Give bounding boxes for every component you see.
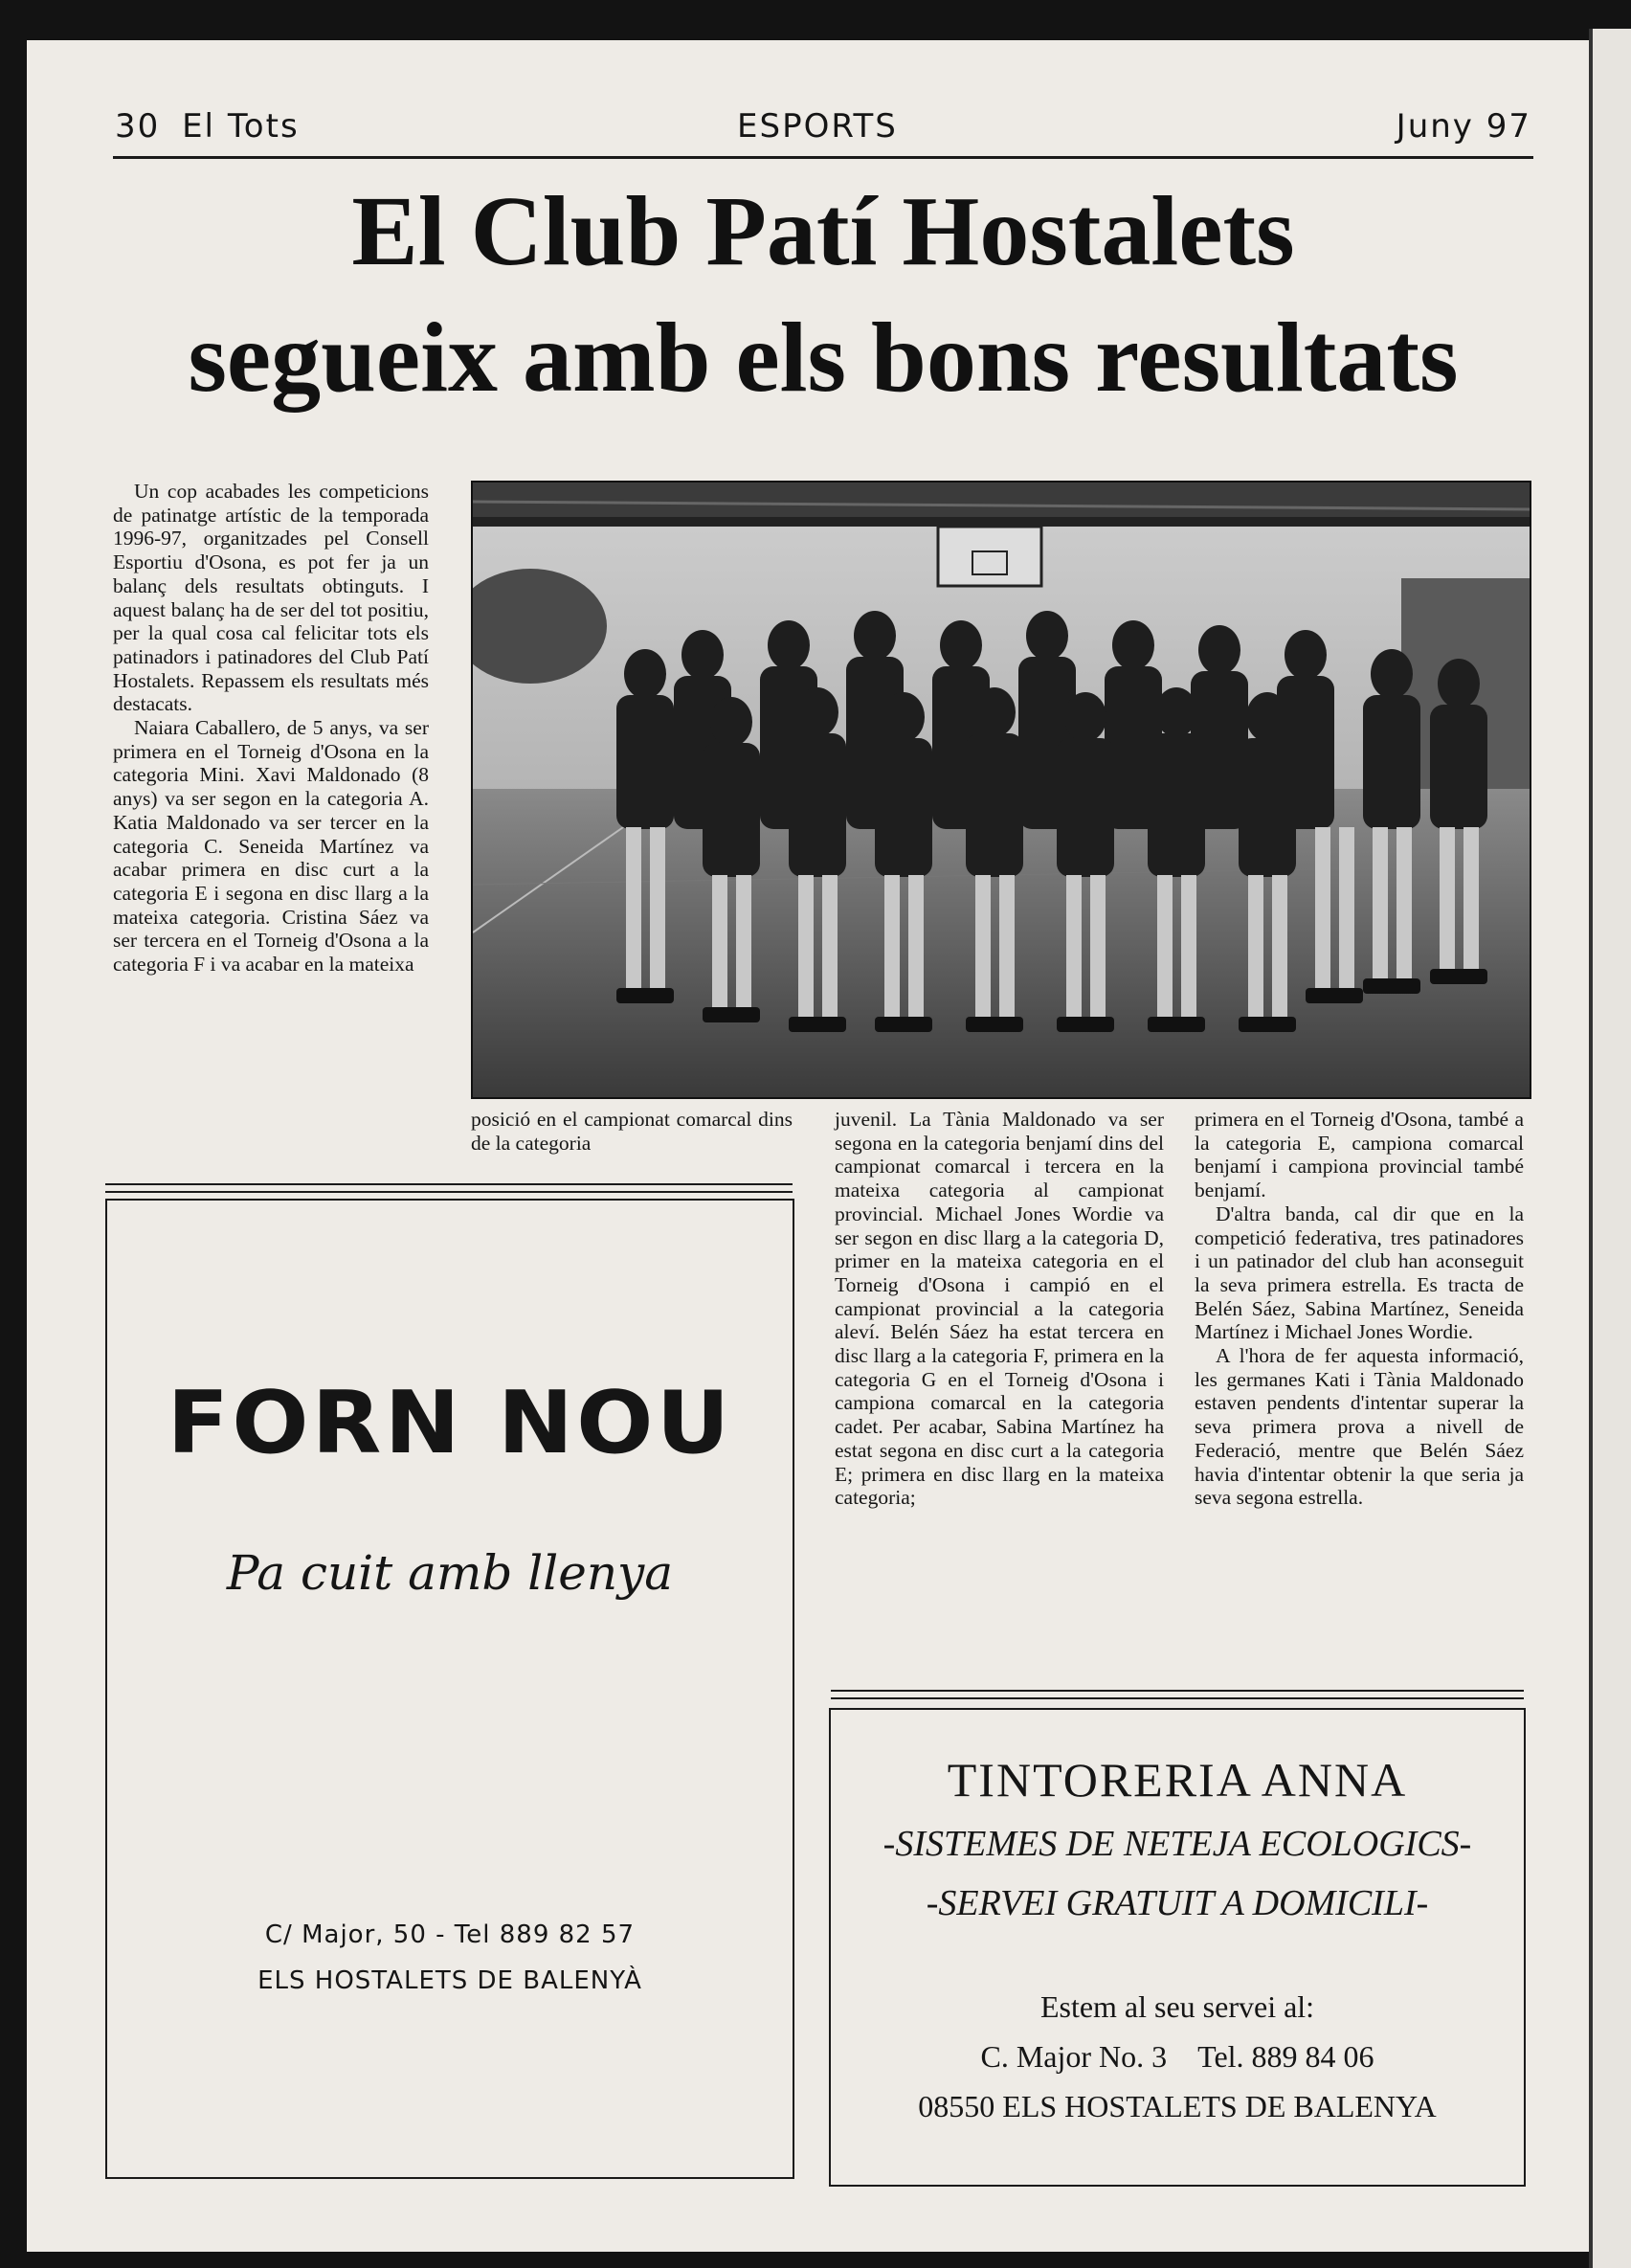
ad-rule-double — [831, 1690, 1524, 1699]
article-paragraph: juvenil. La Tània Maldonado va ser segona en la categoria benjamí dins del campionat comarcal i tercera en la mateixa categoria al campionat provincial. Michael Jones Wordie va ser segon en disc llarg a la categoria D, primer en la mateixa categoria en el Torneig d'Osona i campió en el campionat provincial a la categoria aleví. Belén Sáez ha estat tercera en disc llarg a la categoria F, primera en la categoria G en el Torneig d'Osona i campiona comarcal en la categoria cadet. Per acabar, Sabina Martínez ha estat segona en disc curt a la categoria E; primera en disc llarg en la mateixa categoria; — [835, 1108, 1164, 1510]
article-column-1 — [113, 480, 429, 977]
forn-nou-title: FORN NOU — [167, 1373, 733, 1473]
section-name: ESPORTS — [737, 107, 898, 146]
ad-rule-double — [105, 1183, 793, 1193]
article-column-4 — [1195, 1108, 1524, 1510]
article-paragraph: A l'hora de fer aquesta informació, les germanes Kati i Tània Maldonado estaven pendents d'intentar superar la seva primera prova a nivell de Federació, mentre que Belén Sáez havia d'intentar obtenir la que seria ja seva segona estrella. — [1195, 1344, 1524, 1510]
tintoreria-services-line-2: -SERVEI GRATUIT A DOMICILI- — [926, 1883, 1429, 1923]
article-paragraph: D'altra banda, cal dir que en la competició federativa, tres patinadores i un patinador del club han aconseguit la seva primera estrella. Es tracta de Belén Sáez, Sabina Martínez, Seneida Martínez i Michael Jones Wordie. — [1195, 1201, 1524, 1344]
page-number: 30 — [115, 107, 161, 146]
forn-nou-advertisement — [105, 1199, 794, 2179]
article-paragraph: posició en el campionat comarcal dins de la categoria — [471, 1108, 793, 1155]
header-rule — [113, 156, 1533, 159]
tintoreria-phone: Tel. 889 84 06 — [1197, 2039, 1374, 2074]
forn-nou-address: C/ Major, 50 - Tel 889 82 57 — [264, 1920, 636, 1949]
tintoreria-address: C. Major No. 3 — [980, 2039, 1168, 2074]
tintoreria-town: 08550 ELS HOSTALETS DE BALENYA — [918, 2089, 1437, 2123]
publication-name: El Tots — [182, 107, 300, 146]
forn-nou-town: ELS HOSTALETS DE BALENYÀ — [257, 1966, 642, 1995]
article-paragraph: Un cop acabades les competicions de patinatge artístic de la temporada 1996-97, organitzades pel Consell Esportiu d'Osona, es pot fer ja un balanç dels resultats obtinguts. I aquest balanç ha de ser del tot positiu, per la qual cosa cal felicitar tots els patinadors i patinadores del Club Patí Hostalets. Repassem els resultats més destacats. — [113, 480, 429, 716]
issue-date: Juny 97 — [1396, 107, 1531, 146]
page-header — [115, 107, 1531, 144]
next-page-edge — [1589, 29, 1631, 2268]
article-column-3 — [835, 1108, 1164, 1510]
forn-nou-tagline: Pa cuit amb llenya — [226, 1545, 674, 1601]
team-photo — [471, 481, 1531, 1099]
article-paragraph: primera en el Torneig d'Osona, també a la categoria E, campiona comarcal benjamí i campiona provincial també benjamí. — [1195, 1108, 1524, 1202]
headline-line-1: El Club Patí Hostalets — [351, 176, 1295, 286]
team-photo-image — [473, 483, 1530, 1097]
tintoreria-service-note: Estem al seu servei al: — [1039, 1989, 1315, 2024]
tintoreria-contact-line — [831, 2039, 1524, 2075]
header-page-title — [115, 107, 300, 146]
article-column-2 — [471, 1108, 793, 1155]
headline-line-2: segueix amb els bons resultats — [188, 303, 1459, 413]
tintoreria-title: TINTORERIA ANNA — [947, 1753, 1408, 1807]
article-paragraph: Naiara Caballero, de 5 anys, va ser primera en el Torneig d'Osona en la categoria Mini. Xavi Maldonado (8 anys) va ser segon en la categoria A. Katia Maldonado va ser tercer en la categoria C. Seneida Martínez va acabar primera en disc curt a la categoria E i segona en disc llarg a la mateixa categoria. Cristina Sáez va ser tercera en el Torneig d'Osona a la categoria F i va acabar en la mateixa — [113, 716, 429, 977]
tintoreria-anna-advertisement — [829, 1708, 1526, 2187]
tintoreria-services-line-1: -SISTEMES DE NETEJA ECOLOGICS- — [883, 1824, 1472, 1864]
